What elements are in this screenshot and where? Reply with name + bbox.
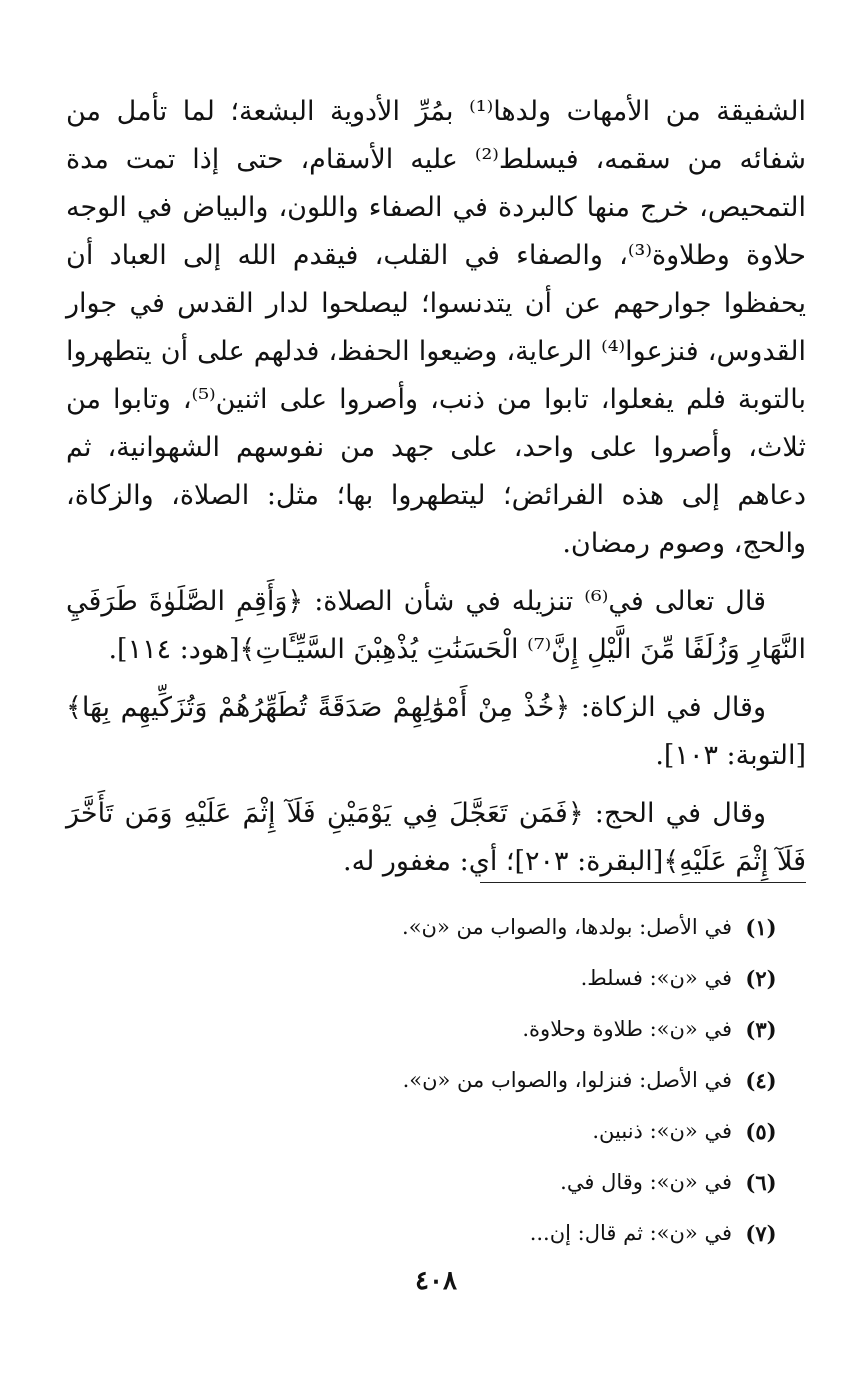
paragraph-3-zakah: وقال في الزكاة: ﴿خُذْ مِنْ أَمْوَٰلِهِمْ صَدَقَةً تُطَهِّرُهُمْ وَتُزَكِّيهِم بِهَا﴾[التوبة: ١٠٣]. [66,692,806,771]
paragraph-2-salah: قال تعالى في⁽⁶⁾ تنزيله في شأن الصلاة: ﴿وَأَقِمِ الصَّلَوٰةَ طَرَفَيِ النَّهَارِ وَزُلَفًا مِّنَ الَّيْلِ إِنَّ⁽⁷⁾ الْحَسَنَٰتِ يُذْهِبْنَ السَّيِّـَٔاتِ﴾[هود: ١١٤]. [66,586,806,665]
footnote-number: (٤) [745,1068,777,1093]
footnote-text: في «ن»: فسلط. [580,966,732,990]
footnote-text: في الأصل: بولدها، والصواب من «ن». [402,915,732,939]
footnote-number: (٧) [745,1221,777,1246]
footnote-number: (٦) [745,1170,777,1195]
page-number: ٤٠٨ [415,1266,457,1296]
footnote-number: (١) [745,915,777,940]
footnote-number: (٢) [745,966,777,991]
footnote-item [78,1157,778,1208]
footnote-text: في «ن»: ذنبين. [592,1119,732,1143]
footnote-text: في الأصل: فنزلوا، والصواب من «ن». [402,1068,732,1092]
footnote-item [78,1208,778,1259]
paragraph-4-hajj: وقال في الحج: ﴿فَمَن تَعَجَّلَ فِي يَوْمَيْنِ فَلَآ إِثْمَ عَلَيْهِ وَمَن تَأَخَّرَ فَلَآ إِثْمَ عَلَيْهِ﴾[البقرة: ٢٠٣]؛ أي: مغفور له. [66,798,806,877]
footnote-number: (٣) [745,1017,777,1042]
footnote-item [78,953,778,1004]
footnote-item [78,1106,778,1157]
book-page [66,88,806,1348]
footnote-item [78,1004,778,1055]
footnote-text: في «ن»: طلاوة وحلاوة. [522,1017,732,1041]
footnote-divider [480,882,806,883]
footnote-text: في «ن»: ثم قال: إن... [529,1221,732,1245]
footnotes-list [78,902,778,1259]
footnote-text: في «ن»: وقال في. [560,1170,732,1194]
paragraph-1: الشفيقة من الأمهات ولدها⁽¹⁾ بمُرِّ الأدوية البشعة؛ لما تأمل من شفائه من سقمه، فيسلط⁽²⁾ عليه الأسقام، حتى إذا تمت مدة التمحيص، خرج منها كالبردة في الصفاء واللون، والبياض في الوجه حلاوة وطلاوة⁽³⁾، والصفاء في القلب، فيقدم الله إلى العباد أن يحفظوا جوارحهم عن أن يتدنسوا؛ ليصلحوا لدار القدس في جوار القدوس، فنزعوا⁽⁴⁾ الرعاية، وضيعوا الحفظ، فدلهم على أن يتطهروا بالتوبة فلم يفعلوا، تابوا من ذنب، وأصروا على اثنين⁽⁵⁾، وتابوا من ثلاث، وأصروا على واحد، على جهد من نفوسهم الشهوانية، ثم دعاهم إلى هذه الفرائض؛ ليتطهروا بها؛ مثل: الصلاة، والزكاة، والحج، وصوم رمضان. [66,96,806,559]
footnote-number: (٥) [745,1119,777,1144]
footnote-item [78,1055,778,1106]
main-text [66,88,806,886]
footnote-item [78,902,778,953]
